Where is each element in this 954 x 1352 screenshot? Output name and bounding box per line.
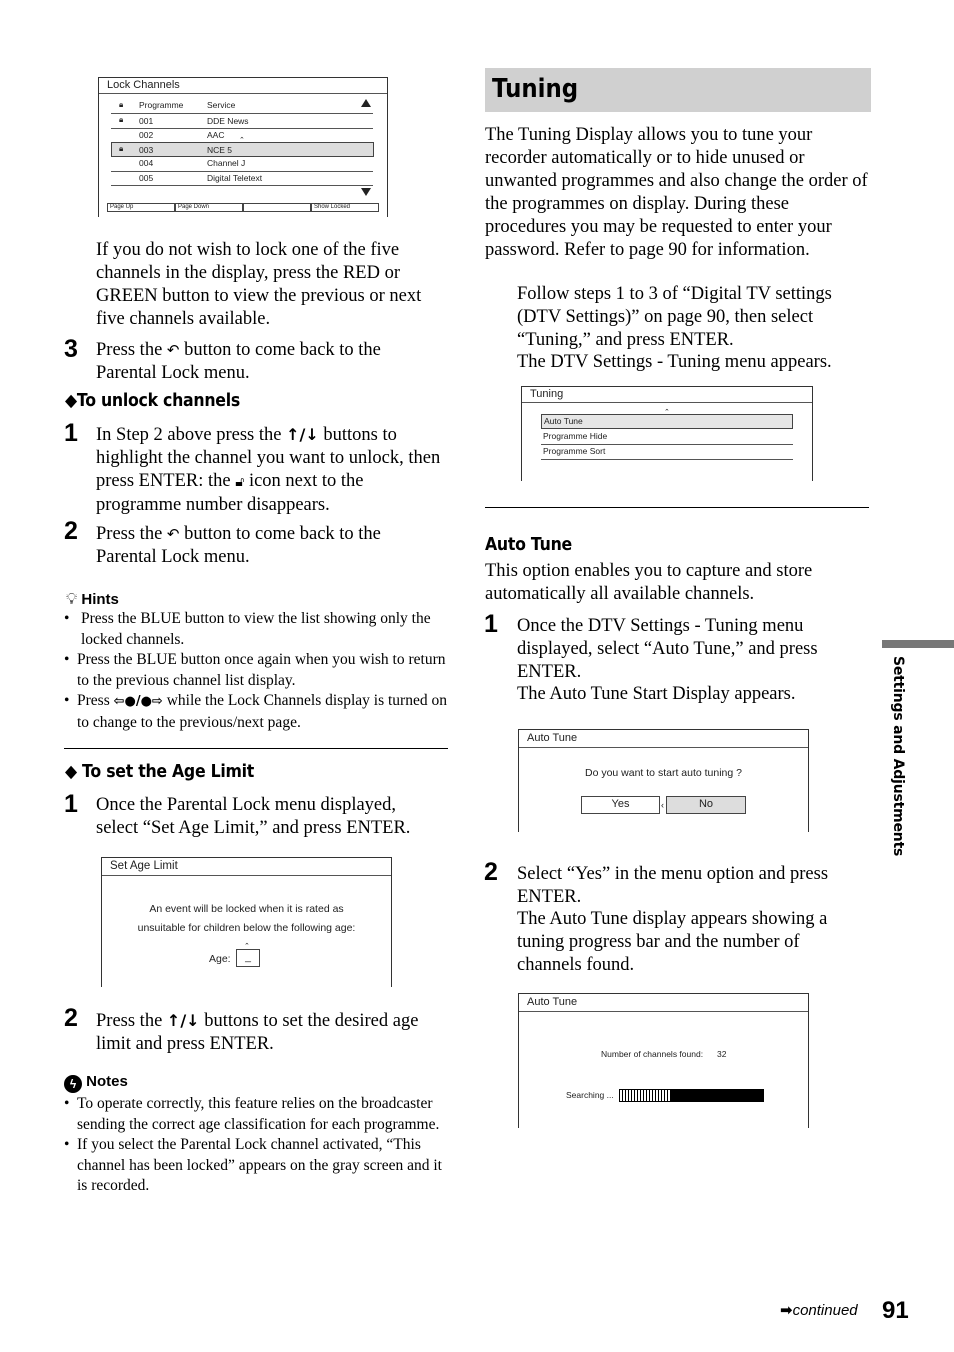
- tuning-menu-screen: [521, 386, 813, 481]
- age-label: Age:: [209, 953, 231, 965]
- blank-button[interactable]: [243, 203, 311, 212]
- prev-next-icon: ⇦●/●⇨: [113, 694, 163, 709]
- channels-found-value: 32: [717, 1049, 727, 1059]
- notes-heading: ϟ Notes: [64, 1073, 128, 1093]
- step-number: 3: [64, 335, 78, 363]
- column-header-service: Service: [207, 100, 236, 110]
- menu-item-auto-tune[interactable]: Auto Tune: [541, 414, 793, 429]
- section-heading-unlock: ◆To unlock channels: [65, 391, 240, 411]
- section-title: Tuning: [492, 74, 579, 104]
- progress-fill: [620, 1090, 670, 1101]
- yes-button[interactable]: Yes: [581, 796, 660, 814]
- step-number: 2: [64, 1004, 78, 1032]
- hints-list: [64, 609, 448, 733]
- step-number: 2: [64, 517, 78, 545]
- auto-tune-start-screen: [518, 729, 809, 832]
- step-text: Press the ↑/↓ buttons to set the desired age limit and press ENTER.: [96, 1011, 419, 1054]
- up-down-arrow-icon: ⌃: [239, 137, 245, 144]
- section-title-bar: [485, 68, 871, 112]
- lock-icon: 🔓︎: [235, 475, 245, 490]
- note-item: • To operate correctly, this feature relies on the broadcaster sending the correct age classification for each programme.: [64, 1094, 448, 1135]
- hint-item: • Press the BLUE button to view the list showing only the locked channels.: [64, 609, 448, 650]
- step-text: Select “Yes” in the menu option and press ENTER.: [517, 864, 829, 907]
- list-item[interactable]: 002 AAC: [139, 130, 225, 140]
- list-item-selected[interactable]: 🔒︎ 003 NCE 5: [111, 142, 374, 157]
- step-result: The Auto Tune Start Display appears.: [517, 684, 796, 704]
- auto-tune-question: Do you want to start auto tuning ?: [584, 767, 742, 779]
- step-number: 1: [484, 610, 498, 638]
- step-text: Press the ↶ button to come back to the Parental Lock menu.: [96, 524, 381, 567]
- divider: [64, 748, 448, 749]
- column-header-programme: Programme: [139, 100, 184, 110]
- step-number: 1: [64, 790, 78, 818]
- step-text: In Step 2 above press the ↑/↓ buttons to highlight the channel you want to unlock, then press ENTER: the 🔓︎ icon next to the programme number disappears.: [96, 425, 441, 515]
- show-locked-button[interactable]: Show Locked: [311, 203, 379, 212]
- left-arrow-icon: ‹: [661, 800, 664, 810]
- up-down-arrow-icon: ⌃: [664, 409, 670, 416]
- section-heading-age-limit: ◆ To set the Age Limit: [65, 762, 254, 782]
- intro-paragraph: If you do not wish to lock one of the five channels in the display, press the RED or GREEN button to view the previous or next five channels available.: [96, 240, 422, 329]
- menu-item-programme-hide[interactable]: Programme Hide: [543, 431, 608, 441]
- hint-item: • Press the BLUE button once again when you wish to return to the previous channel list display.: [64, 650, 448, 691]
- age-message-line: unsuitable for children below the following age:: [137, 922, 356, 934]
- divider: [485, 507, 869, 508]
- page-number: 91: [882, 1297, 909, 1324]
- auto-tune-heading: Auto Tune: [485, 535, 572, 555]
- up-down-arrows-icon: ↑/↓: [286, 425, 319, 444]
- auto-tune-progress-screen: [518, 993, 809, 1128]
- screen-title: Set Age Limit: [102, 858, 391, 876]
- list-item[interactable]: 005 Digital Teletext: [139, 173, 263, 183]
- age-message-line: An event will be locked when it is rated as: [149, 903, 344, 915]
- lock-icon: 🔒︎: [119, 100, 124, 109]
- list-item[interactable]: 🔒︎ 001 DDE News: [119, 115, 249, 126]
- channels-found-label: Number of channels found:: [601, 1049, 704, 1059]
- step-text: Press the ↶ button to come back to the Parental Lock menu.: [96, 340, 381, 383]
- follow-steps: Follow steps 1 to 3 of “Digital TV settings (DTV Settings)” on page 90, then select “Tuning,” and press ENTER.: [517, 284, 832, 350]
- lock-icon: 🔒︎: [119, 144, 124, 153]
- follow-result: The DTV Settings - Tuning menu appears.: [517, 352, 832, 372]
- continued-arrow-icon: ➡: [780, 1301, 793, 1319]
- return-icon: ↶: [166, 341, 180, 359]
- function-bar: [107, 203, 379, 212]
- continued-label: ➡continued: [780, 1301, 858, 1319]
- age-value-field[interactable]: _: [236, 949, 260, 967]
- side-tab-label: Settings and Adjustments: [890, 656, 906, 857]
- step-text: Once the Parental Lock menu displayed, select “Set Age Limit,” and press ENTER.: [96, 795, 411, 838]
- step-text: Once the DTV Settings - Tuning menu displayed, select “Auto Tune,” and press ENTER.: [517, 616, 818, 682]
- hints-heading: 💡︎ Hints: [66, 589, 119, 608]
- return-icon: ↶: [166, 525, 180, 543]
- screen-title: Tuning: [522, 387, 812, 403]
- no-button[interactable]: No: [666, 796, 746, 814]
- step-number: 2: [484, 858, 498, 886]
- screen-title: Auto Tune: [519, 994, 808, 1012]
- side-tab-bar: [882, 640, 954, 648]
- note-icon: ϟ: [64, 1075, 82, 1093]
- screen-title: Auto Tune: [519, 730, 808, 748]
- list-item[interactable]: 004 Channel J: [139, 158, 246, 168]
- note-item: • If you select the Parental Lock channel activated, “This channel has been locked” appears on the gray screen and it is recorded.: [64, 1135, 448, 1197]
- scroll-up-icon: [361, 99, 371, 107]
- lightbulb-icon: 💡︎: [66, 589, 78, 608]
- progress-bar: [619, 1089, 764, 1102]
- auto-tune-intro: This option enables you to capture and store automatically all available channels.: [485, 561, 813, 604]
- step-number: 1: [64, 419, 78, 447]
- up-down-arrows-icon: ↑/↓: [166, 1011, 200, 1030]
- scroll-down-icon: [361, 188, 371, 196]
- step-result: The Auto Tune display appears showing a tuning progress bar and the number of channels found.: [517, 909, 828, 975]
- up-down-arrow-icon: ⌃: [244, 943, 250, 950]
- lock-channels-screen: [98, 77, 388, 217]
- menu-item-programme-sort[interactable]: Programme Sort: [543, 446, 606, 456]
- set-age-limit-screen: [101, 857, 392, 987]
- notes-list: [64, 1094, 448, 1197]
- tuning-intro: The Tuning Display allows you to tune your recorder automatically or to hide unused or unwanted programmes and also change the order of the programmes on display. During these procedures you may be requested to enter your password. Refer to page 90 for information.: [485, 125, 868, 260]
- hint-item: • Press ⇦●/●⇨ while the Lock Channels display is turned on to change to the previous/next page.: [64, 691, 448, 733]
- page-down-button[interactable]: Page Down: [175, 203, 243, 212]
- searching-label: Searching ...: [566, 1090, 614, 1100]
- screen-title: Lock Channels: [99, 78, 387, 94]
- lock-icon: 🔒︎: [119, 115, 124, 124]
- page-up-button[interactable]: Page Up: [107, 203, 175, 212]
